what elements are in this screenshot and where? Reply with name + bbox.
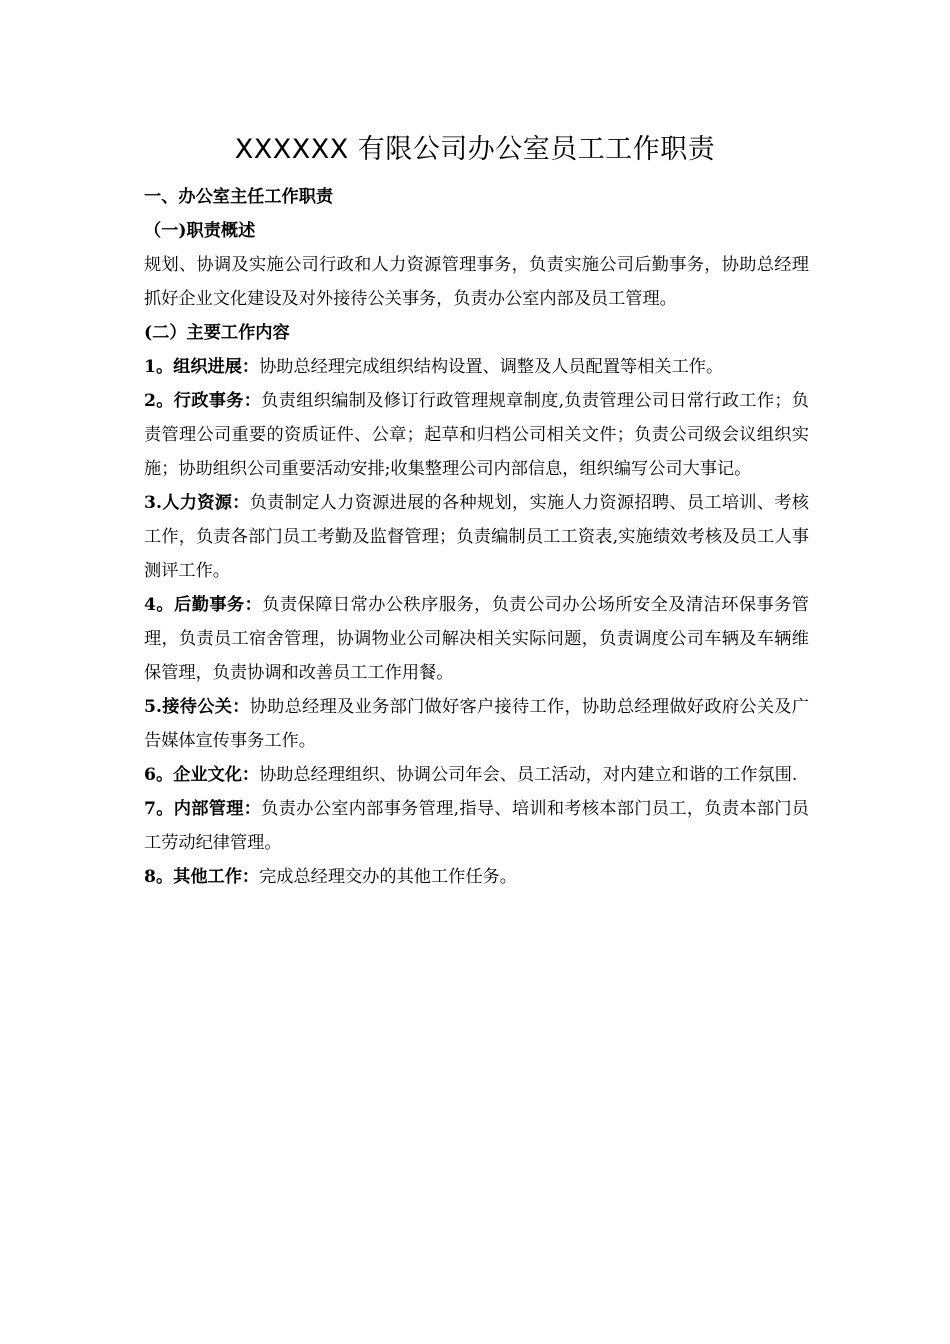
summary-paragraph: 规划、协调及实施公司行政和人力资源管理事务，负责实施公司后勤事务，协助总经理抓好企业文化建设及对外接待公关事务，负责办公室内部及员工管理。 [144,255,809,309]
duty-item [144,350,809,384]
duty-item-text: 协助总经理完成组织结构设置、调整及人员配置等相关工作。 [259,357,724,377]
duty-item [144,860,809,894]
document-body [144,180,809,894]
duty-item-label: 5.接待公关： [144,697,250,717]
subsection-heading-overview: （一)职责概述 [144,221,256,241]
duty-item-label: 2。行政事务： [144,391,262,411]
duty-item-text: 负责组织编制及修订行政管理规章制度,负责管理公司日常行政工作；负责管理公司重要的资质证件、公章；起草和归档公司相关文件；负责公司级会议组织实施；协助组织公司重要活动安排;收集整理公司内部信息，组织编写公司大事记。 [144,391,809,479]
duty-item-label: 1。组织进展： [144,357,260,377]
duty-item-text: 负责制定人力资源进展的各种规划，实施人力资源招聘、员工培训、考核工作，负责各部门员工考勤及监督管理；负责编制员工工资表,实施绩效考核及员工人事测评工作。 [144,493,809,581]
duty-item [144,384,809,486]
duty-item-text: 完成总经理交办的其他工作任务。 [259,867,517,887]
duty-item [144,690,809,758]
duty-item-label: 6。企业文化： [144,765,260,785]
section-heading: 一、办公室主任工作职责 [144,187,334,207]
duty-item [144,486,809,588]
duty-item-text: 负责办公室内部事务管理,指导、培训和考核本部门员工，负责本部门员工劳动纪律管理。 [144,799,809,853]
duty-item [144,792,809,860]
duty-item [144,588,809,690]
duty-item-label: 7。内部管理： [144,799,262,819]
duty-item-label: 3.人力资源： [144,493,250,513]
subsection-heading-main-work: (二）主要工作内容 [144,323,290,343]
duty-item-label: 8。其他工作： [144,867,260,887]
duty-item-text: 协助总经理及业务部门做好客户接待工作，协助总经理做好政府公关及广告媒体宣传事务工作。 [144,697,809,751]
document-title: XXXXXX 有限公司办公室员工工作职责 [234,134,716,165]
duty-item-text: 协助总经理组织、协调公司年会、员工活动，对内建立和谐的工作氛围. [259,765,798,785]
duty-item-label: 4。后勤事务： [144,595,263,615]
duty-item-text: 负责保障日常办公秩序服务，负责公司办公场所安全及清洁环保事务管理，负责员工宿舍管理，协调物业公司解决相关实际问题，负责调度公司车辆及车辆维保管理，负责协调和改善员工工作用餐。 [144,595,809,683]
duty-item [144,758,809,792]
